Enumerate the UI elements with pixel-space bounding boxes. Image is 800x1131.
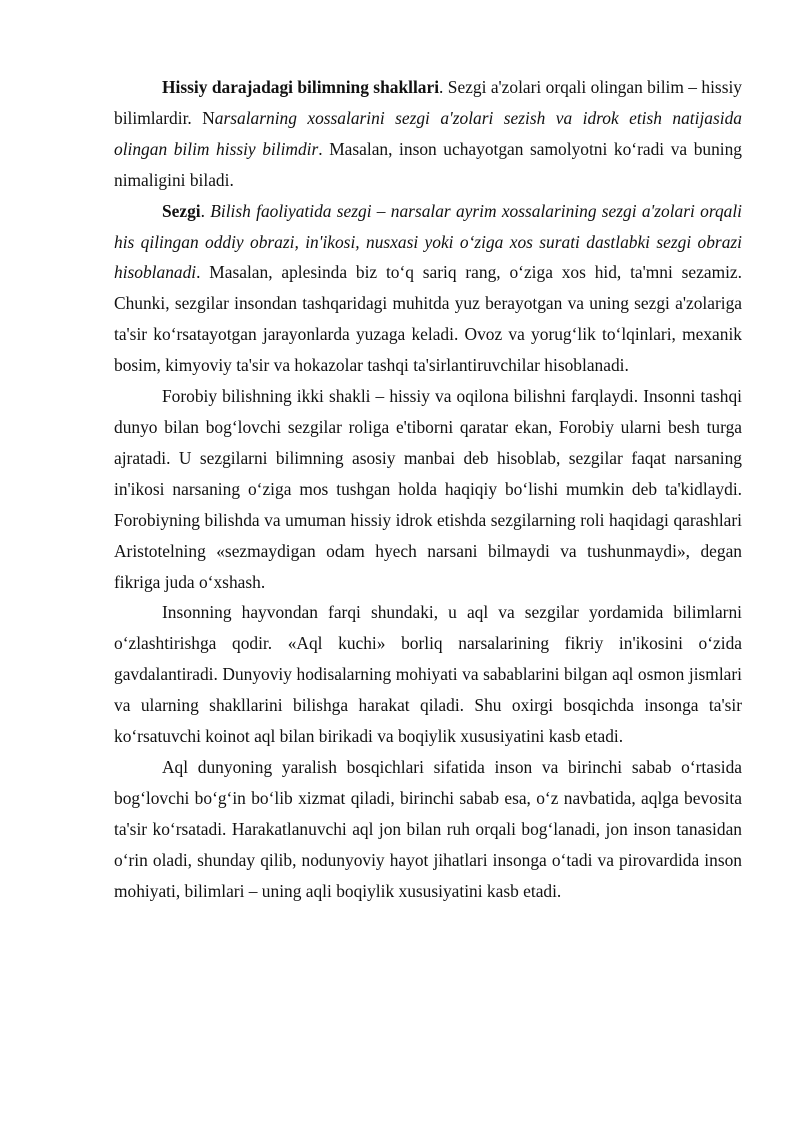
paragraph-text: . — [200, 200, 211, 221]
paragraph-human-vs-animal: Insonning hayvondan farqi shundaki, u aql va sezgilar yordamida bilimlarni o‘zlashtirishga qodir. «Aql kuchi» borliq narsalarining fikriy in'ikosini o‘zida gavdalantiradi. Dunyoviy hodisalarning mohiyati va sabablarini bilgan aql osmon jismlari va ularning shakllarini bilishga harakat qiladi. Shu oxirgi bosqichda insonga ta'sir ko‘rsatuvchi koinot aql bilan birikadi va boqiylik xususiyatini kasb etadi. — [114, 602, 742, 747]
paragraph-intellect-creation: Aql dunyoning yaralish bosqichlari sifatida inson va birinchi sabab o‘rtasida bog‘lovchi bo‘g‘in bo‘lib xizmat qiladi, birinchi sabab esa, o‘z navbatida, aqlga bevosita ta'sir ko‘rsatadi. Harakatlanuvchi aql jon bilan ruh orqali bog‘lanadi, jon inson tanasidan o‘rin oladi, shunday qilib, nodunyoviy hayot jihatlari insonga o‘tadi va pirovardida inson mohiyati, bilimlari – uning aqli boqiylik xususiyatini kasb etadi. — [114, 756, 742, 901]
definition-italic: Bilish faoliyatida sezgi – narsalar ayrim xossalarining sezgi a'zolari orqali his qilingan oddiy obrazi, in'ikosi, nusxasi yoki o‘ziga xos surati dastlabki sezgi obrazi hisoblanadi — [114, 200, 742, 283]
paragraph-farabi: Forobiy bilishning ikki shakli – hissiy va oqilona bilishni farqlaydi. Insonni tashqi dunyo bilan bog‘lovchi sezgilar roliga e'tiborni qaratar ekan, Forobiy ularni besh turga ajratadi. U sezgilarni bilimning asosiy manbai deb hisoblab, sezgilar faqat narsaning in'ikosi narsaning o‘ziga mos tushgan holda haqiqiy bo‘lishi mumkin deb ta'kidlaydi. Forobiyning bilishda va umuman hissiy idrok etishda sezgilarning roli haqidagi qarashlari Aristotelning «sezmaydigan odam hyech narsani bilmaydi va tushunmaydi», degan fikriga juda o‘xshash. — [114, 386, 742, 592]
paragraph-text: . Masalan, inson uchayotgan samolyotni ko‘radi va buning nimaligini biladi. — [114, 138, 742, 190]
paragraph-sensory-knowledge-forms — [114, 72, 742, 196]
heading-sensory-knowledge-forms: Hissiy darajadagi bilimning shakllari — [162, 77, 440, 97]
document-page — [114, 72, 742, 906]
paragraph-text: . Sezgi a'zolari orqali olingan bilim – hissiy bilimlardir. — [114, 77, 742, 128]
paragraph-text: . Masalan, aplesinda biz to‘q sariq rang, o‘ziga xos hid, ta'mni sezamiz. Chunki, sezgilar insondan tashqaridagi muhitda yuz berayotgan va uning sezgi a'zolariga ta'sir ko‘rsatayotgan jarayonlarda yuzaga keladi. Ovoz va yorug‘lik to‘lqinlari, mexanik bosim, kimyoviy ta'sir va hokazolar tashqi ta'sirlantiruvchilar hisoblanadi. — [114, 262, 742, 376]
heading-sensation: Sezgi — [162, 200, 201, 221]
paragraph-text-prefix: N — [202, 107, 215, 128]
paragraph-sensation — [114, 196, 742, 381]
definition-italic: arsalarning xossalarini sezgi a'zolari sezish va idrok etish natijasida olingan bilim hissiy bilimdir — [114, 107, 742, 159]
